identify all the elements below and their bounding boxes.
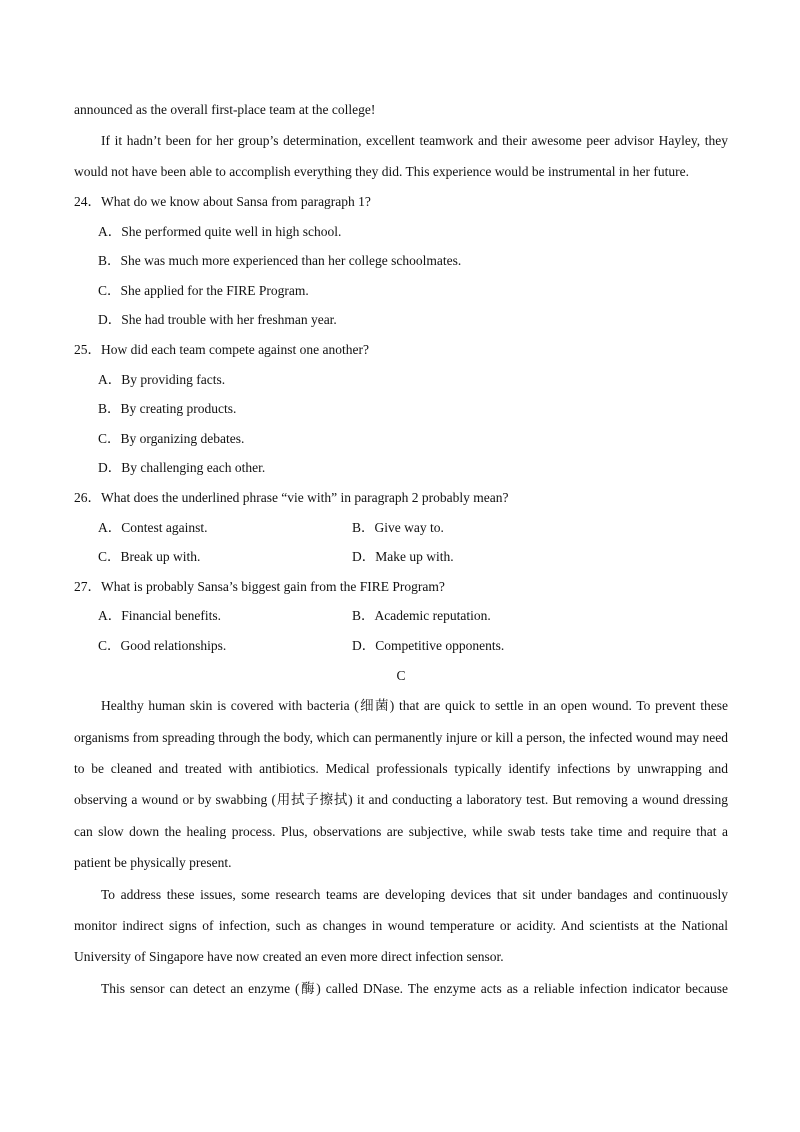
option-c: C．Good relationships.	[98, 637, 227, 653]
question-stem: 27．What is probably Sansa’s biggest gain from the FIRE Program?	[74, 578, 445, 594]
option-a: A．Financial benefits.	[98, 608, 221, 624]
option-c: C．By organizing debates.	[98, 430, 245, 446]
option-a: A．By providing facts.	[98, 371, 226, 387]
option-a: A．She performed quite well in high school.	[98, 223, 342, 239]
option-b: B．Academic reputation.	[352, 608, 491, 624]
option-d: D．She had trouble with her freshman year.	[98, 312, 337, 328]
options-row	[74, 631, 728, 661]
section-c-paragraph-2: To address these issues, some research teams are developing devices that sit under bandages and continuously monitor indirect signs of infection, such as changes in wound temperature or acidity. And scientists at the National University of Singapore have now created an even more direct infection sensor.	[74, 886, 728, 965]
question-27	[74, 572, 728, 661]
option-d: D．Competitive opponents.	[352, 637, 505, 653]
option-b: B．By creating products.	[98, 401, 237, 417]
passage-b-paragraph-end: announced as the overall first-place team at the college!	[74, 102, 376, 117]
question-stem: 25．How did each team compete against one another?	[74, 341, 370, 357]
options-row	[74, 513, 728, 543]
document-page	[74, 94, 728, 1004]
option-b: B．She was much more experienced than her college schoolmates.	[98, 253, 462, 269]
question-26	[74, 483, 728, 572]
option-b: B．Give way to.	[352, 519, 444, 535]
section-heading: C	[396, 667, 406, 683]
question-24	[74, 187, 728, 335]
option-c: C．She applied for the FIRE Program.	[98, 282, 309, 298]
question-stem: 24．What do we know about Sansa from paragraph 1?	[74, 194, 371, 209]
option-d: D．By challenging each other.	[98, 460, 266, 476]
passage-b-last-paragraph: If it hadn’t been for her group’s determination, excellent teamwork and their awesome peer advisor Hayley, they would not have been able to accomplish everything they did. This experience would be instrumental in her future.	[74, 133, 728, 179]
option-c: C．Break up with.	[98, 549, 201, 565]
section-c-paragraph-1: Healthy human skin is covered with bacteria (细菌) that are quick to settle in an open wound. To prevent these organisms from spreading through the body, which can permanently injure or kill a person, the infected wound may need to be cleaned and treated with antibiotics. Medical professionals typically identify infections by unwrapping and observing a wound or by swabbing (用拭子擦拭) it and conducting a laboratory test. But removing a wound dressing can slow down the healing process. Plus, observations are subjective, while swab tests take time and require that a patient be physically present.	[74, 698, 728, 871]
options-row	[74, 542, 728, 572]
option-d: D．Make up with.	[352, 549, 454, 565]
option-a: A．Contest against.	[98, 519, 208, 535]
section-c-paragraph-3: This sensor can detect an enzyme (酶) called DNase. The enzyme acts as a reliable infection indicator because	[101, 980, 728, 996]
options-row	[74, 601, 728, 631]
question-25	[74, 335, 728, 483]
question-stem: 26．What does the underlined phrase “vie with” in paragraph 2 probably mean?	[74, 489, 509, 505]
